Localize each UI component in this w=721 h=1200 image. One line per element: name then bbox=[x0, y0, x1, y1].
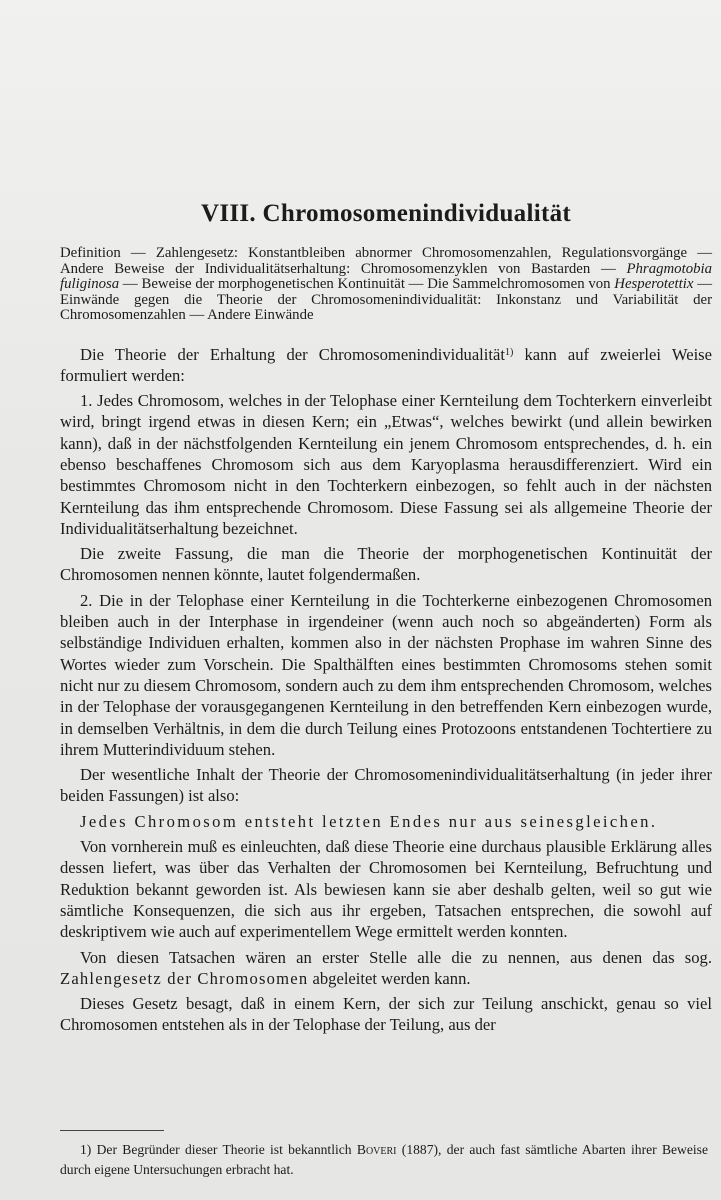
genus-name: Hesperotettix bbox=[614, 276, 694, 292]
footnote: 1) Der Begründer dieser Theorie ist bekanntlich Boveri (1887), der auch fast sämtliche Abarten ihrer Beweise durch eigene Untersuchungen erbracht hat. bbox=[60, 1142, 708, 1177]
species-name: Phragmotobia fuliginosa bbox=[60, 260, 712, 292]
footnote-marker: 1) bbox=[505, 346, 514, 358]
paragraph: Der wesentliche Inhalt der Theorie der Chromosomenindividualitätserhaltung (in jeder ihrer beiden Fassungen) ist also: bbox=[60, 765, 712, 806]
paragraph: Von vornherein muß es einleuchten, daß diese Theorie eine durchaus plausible Erklärung alles dessen liefert, was über das Verhalten der Chromosomen bei Kernteilung, Befruchtung und Reduktion bekannt geworden ist. Als bewiesen kann sie aber deshalb gelten, weil so gut wie sämtliche Konsequenzen, die sich aus ihr ergeben, Tatsachen entsprechen, die sowohl auf deskriptivem wie auch auf experimentellem Wege ermittelt werden konnten. bbox=[60, 837, 712, 942]
paragraph: Die Theorie der Erhaltung der Chromosomenindividualität$^{1)}$ kann auf zweierlei Weise formuliert werden: bbox=[60, 344, 712, 385]
chapter-title: VIII. Chromosomenindividualität bbox=[200, 200, 572, 227]
paragraph: 2. Die in der Telophase einer Kernteilung in die Tochterkerne einbezogenen Chromosomen bleiben auch in der Interphase in irgendeiner (wenn auch noch so abgeänderten) Form als selbständige Individuen erhalten, kommen also in der nächsten Prophase im wahren Sinne des Wortes wieder zum Vorschein. Die Spalthälften eines bestimmten Chromosoms stehen somit nicht nur zu diesem Chromosom, sondern auch zu dem ihm entsprechenden Chromosom, welches in der Telophase der vorausgegangenen Kernteilung in den betreffenden Kern einbezogen wurde, in demselben Verhältnis, in dem die durch Teilung eines Protozoons entstandenen Tochtertiere zu ihrem Mutterindividuum stehen. bbox=[60, 590, 712, 759]
paragraph: Dieses Gesetz besagt, daß in einem Kern, der sich zur Teilung anschickt, genau so viel Chromosomen entstehen als in der Telophase der Teilung, aus der bbox=[60, 994, 712, 1035]
page-content bbox=[60, 200, 712, 1040]
paragraph: Die zweite Fassung, die man die Theorie der morphogenetischen Kontinuität der Chromosomen nennen könnte, lautet folgendermaßen. bbox=[60, 544, 712, 585]
emphasized-paragraph: Jedes Chromosom entsteht letzten Endes nur aus seinesgleichen. bbox=[80, 811, 658, 831]
body-text bbox=[60, 344, 712, 1036]
paragraph: 1. Jedes Chromosom, welches in der Telophase einer Kernteilung dem Tochterkern einverleibt wird, bringt irgend etwas in diesen Kern; ein „Etwas“, welches bewirkt (und allein bewirken kann), daß in der nächstfolgenden Kernteilung ein jenem Chromosom entsprechendes, d. h. ein ebenso beschaffenes Chromosom sich aus dem Karyoplasma herausdifferenziert. Wird ein bestimmtes Chromosom nicht in den Tochterkern einbezogen, so fehlt auch in der nächsten Kernteilung das ihm entsprechende Chromosom. Diese Fassung sei als allgemeine Theorie der Individualitätserhaltung bezeichnet. bbox=[60, 391, 712, 538]
footnote-divider bbox=[60, 1130, 164, 1131]
paragraph: Von diesen Tatsachen wären an erster Stelle alle die zu nennen, aus denen das sog. Zahlengesetz der Chromosomen abgeleitet werden kann. bbox=[60, 947, 712, 988]
emphasized-term: Zahlengesetz der Chromosomen bbox=[60, 968, 309, 988]
author-name: Boveri bbox=[356, 1142, 397, 1157]
chapter-summary: Definition — Zahlengesetz: Konstantbleiben abnormer Chromosomenzahlen, Regulationsvorgänge — Andere Beweise der Individualitätserhaltung: Chromosomenzyklen von Bastarden — Phragmotobia fuliginosa — Beweise der morphogenetischen Kontinuität — Die Sammelchromosomen von Hesperotettix — Einwände gegen die Theorie der Chromosomenindividualität: Inkonstanz und Variabilität der Chromosomenzahlen — Andere Einwände bbox=[60, 245, 712, 323]
